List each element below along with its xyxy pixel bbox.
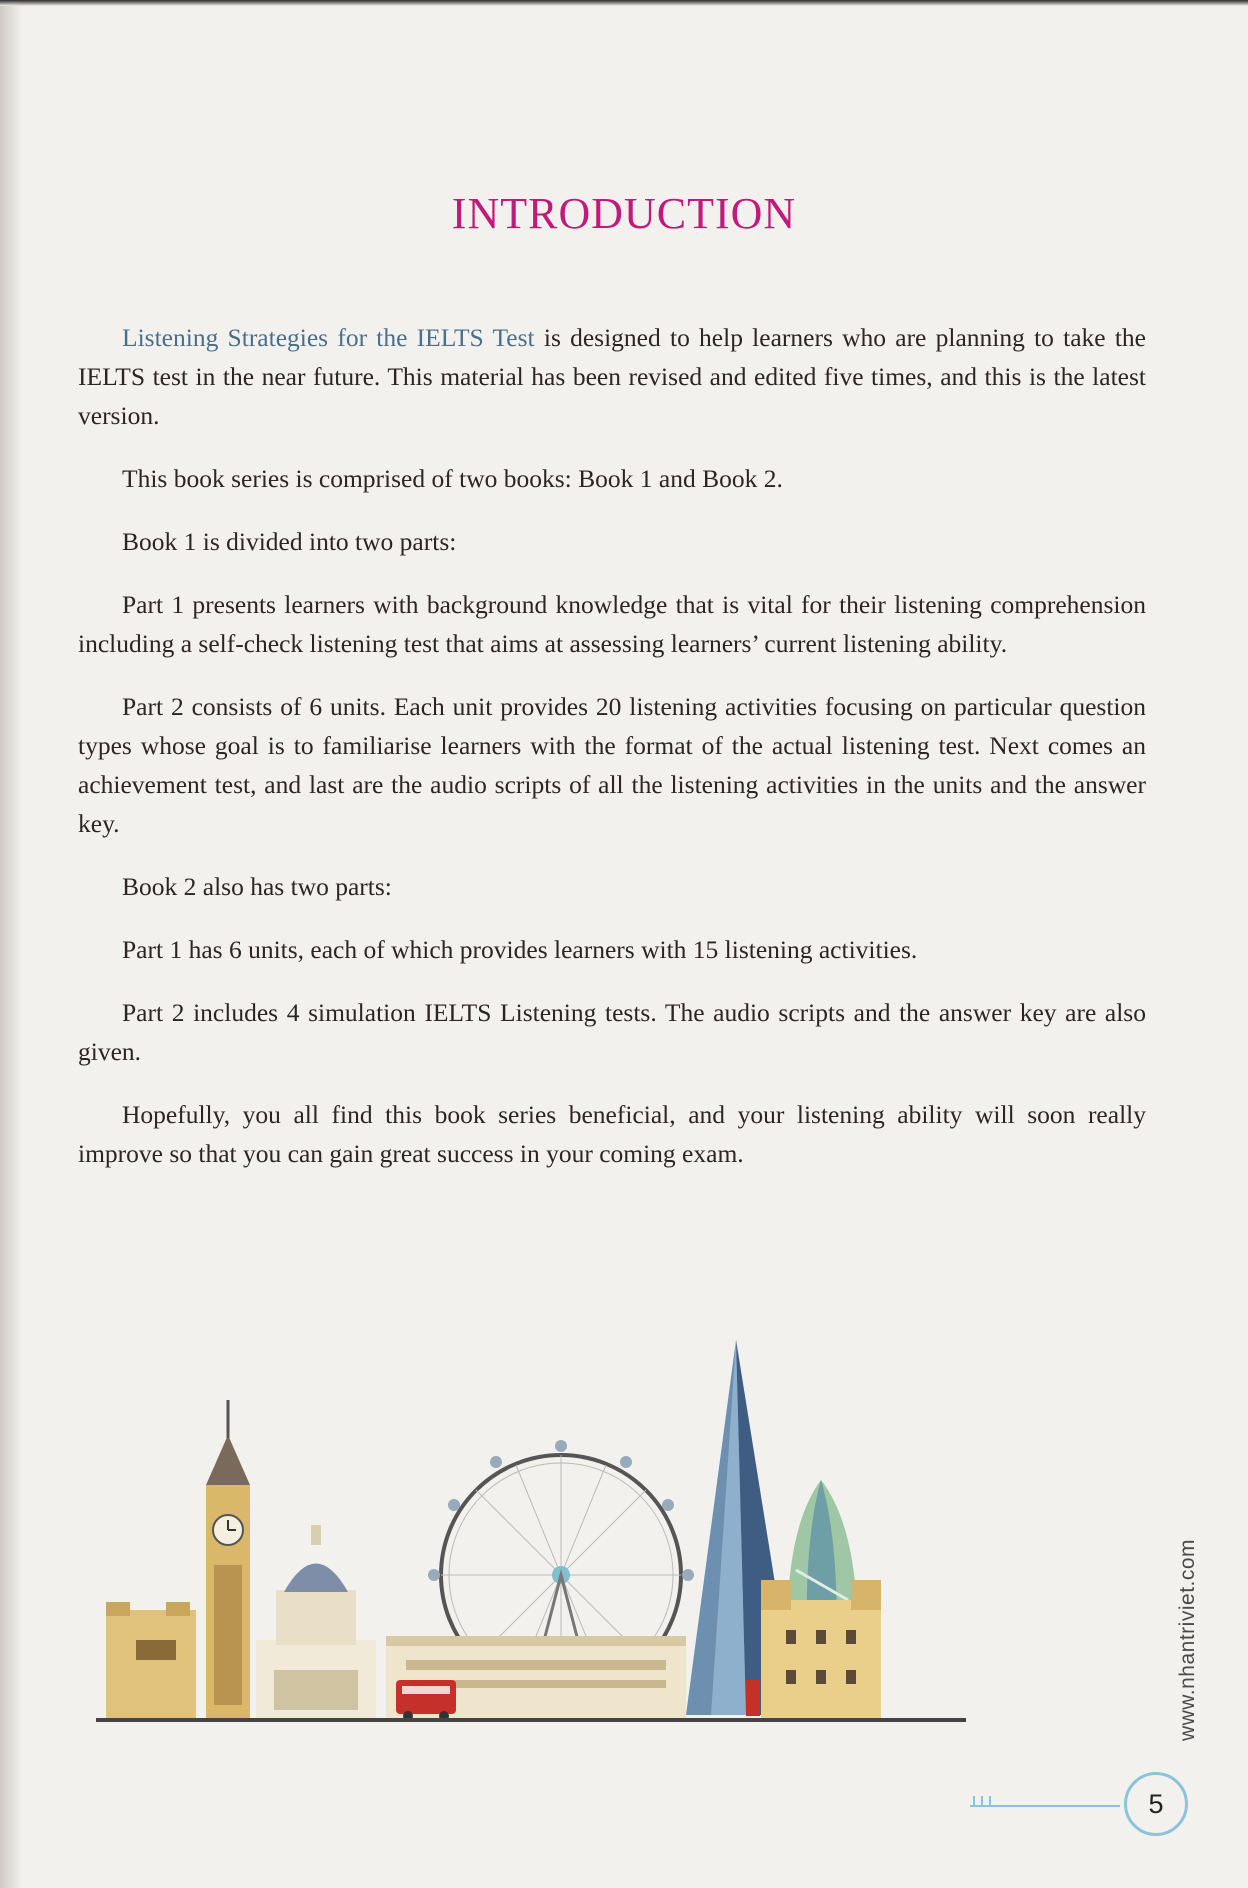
book-title: Listening Strategies for the IELTS Test	[122, 323, 535, 352]
paragraph-9: Hopefully, you all find this book series beneficial, and your listening ability will soon really improve so that you can gain great success in your coming exam.	[78, 1100, 1146, 1168]
houses-of-parliament	[106, 1602, 196, 1718]
website-vertical	[1158, 1520, 1218, 1760]
paragraph-8: Part 2 includes 4 simulation IELTS Listening tests. The audio scripts and the answer key are also given.	[78, 998, 1146, 1066]
ground-line	[96, 1718, 966, 1722]
paragraph-5: Part 2 consists of 6 units. Each unit provides 20 listening activities focusing on particular question types whose goal is to familiarise learners with the format of the actual listening test. Next comes an achievement test, and last are the audio scripts of all the listening activities in the units and the answer key.	[78, 692, 1146, 838]
paragraph-3: Book 1 is divided into two parts:	[122, 527, 457, 556]
st-pauls-cathedral	[256, 1525, 376, 1718]
paragraph-1-text: is designed to help learners who are planning to take the IELTS test in the near future. This material has been revised and edited five times, and this is the latest version.	[78, 323, 1146, 430]
page-gutter-shadow	[0, 0, 22, 1888]
red-phone-box	[746, 1680, 760, 1716]
paragraph-4: Part 1 presents learners with background knowledge that is vital for their listening comprehension including a self-check listening test that aims at assessing learners’ current listening ability.	[78, 590, 1146, 658]
footer-decoration	[970, 1792, 1120, 1812]
paragraph-2: This book series is comprised of two books: Book 1 and Book 2.	[122, 464, 783, 493]
paragraph-1	[78, 318, 1146, 435]
website-text: www.nhantriviet.com	[1176, 1538, 1199, 1742]
introduction-body	[78, 318, 1146, 1197]
london-skyline-illustration	[96, 1340, 1096, 1760]
page-top-edge	[0, 0, 1248, 6]
paragraph-7: Part 1 has 6 units, each of which provides learners with 15 listening activities.	[122, 935, 918, 964]
page-number: 5	[1124, 1772, 1188, 1836]
tower-of-london	[761, 1580, 881, 1718]
page-title: INTRODUCTION	[451, 189, 797, 238]
paragraph-6: Book 2 also has two parts:	[122, 872, 392, 901]
big-ben-tower	[206, 1400, 250, 1718]
